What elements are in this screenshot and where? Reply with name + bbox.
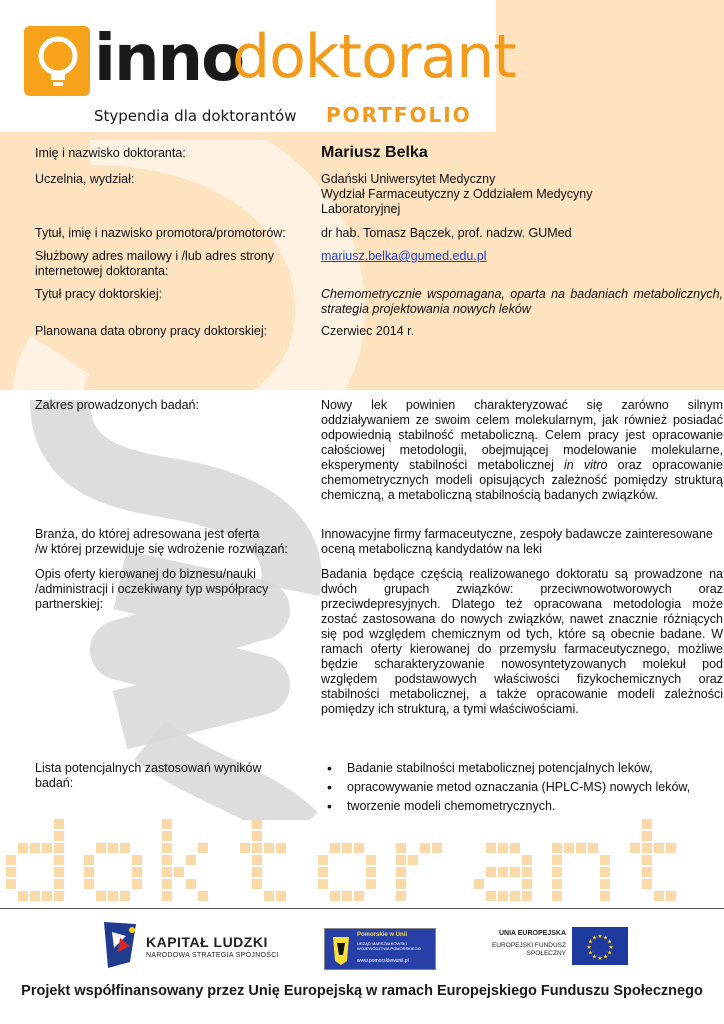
scope-text-italic: in vitro (564, 458, 608, 472)
svg-text:★: ★ (602, 954, 609, 961)
footer-divider (0, 908, 724, 909)
email-link[interactable]: mariusz.belka@gumed.edu.pl (321, 249, 487, 263)
scope-text-b: oraz opracowanie chemometrycznych modeli opisujących zależność pomiędzy strukturą chemiczną, a metaboliczną stabilnością badanych związków. (321, 458, 723, 502)
email-label: Służbowy adres mailowy i /lub adres strony internetowej doktoranta: (35, 249, 274, 278)
promoter-value: dr hab. Tomasz Bączek, prof. nadzw. GUMed (321, 226, 572, 240)
svg-text:★: ★ (591, 935, 598, 942)
applications-label: Lista potencjalnych zastosowań wyników badań: (35, 761, 262, 790)
svg-text:★: ★ (597, 934, 603, 940)
pixel-doktorant-graphic (0, 815, 724, 907)
pomorskie-title: Pomorskie w Unii (357, 932, 408, 938)
cofinancing-note: Projekt współfinansowany przez Unię Europejską w ramach Europejskiego Funduszu Społecznego (21, 983, 703, 999)
scope-text-a: Nowy lek powinien charakteryzować się zarówno silnym oddziaływaniem ze swoim celem molekularnym, jak również posiadać odpowiednią stabilność metaboliczną. Celem pracy jest opracowanie całościowej metodologii, obejmującej modelowanie molekularne, eksperymenty stabilności metabolicznej (321, 398, 723, 472)
svg-text:★: ★ (608, 945, 614, 951)
university-name: Gdański Uniwersytet Medyczny (321, 172, 496, 186)
scope-value (321, 398, 723, 503)
defense-value: Czerwiec 2014 r. (321, 324, 415, 338)
industry-value: Innowacyjne firmy farmaceutyczne, zespoły badawcze zainteresowane oceną metaboliczną kandydatów na leki (321, 527, 713, 556)
svg-text:★: ★ (587, 939, 594, 946)
industry-label-line1: Branża, do której adresowana jest oferta (35, 527, 260, 541)
promoter-label: Tytuł, imię i nazwisko promotora/promotorów: (35, 226, 286, 240)
portfolio-title: PORTFOLIO (326, 103, 472, 127)
industry-label-line2: /w której przewiduje się wdrożenie rozwiązań: (35, 542, 288, 556)
name-label: Imię i nazwisko doktoranta: (35, 146, 186, 160)
svg-text:★: ★ (602, 935, 609, 942)
industry-label (35, 527, 315, 557)
applications-value (321, 761, 723, 818)
eu-flag-icon (572, 927, 628, 965)
offer-value: Badania będące częścią realizowanego doktoratu są prowadzone na dwóch grupach związków: przeciwnowotworowych oraz przeciwdepresyjnych. Dlatego też opracowana metodologia może zostać zastosowana do nowych związków, nawet znacznie różniących się pod względem chemicznym od tych, które są obecnie badane. W ramach oferty kierowanej do przemysłu farmaceutycznego, możliwe będzie scharakteryzowanie nowosyntetyzowanych molekuł pod względem podstawowych właściwości fizykochemicznych oraz stabilności metabolicznej, a także opracowanie modeli zależności pomiędzy ich strukturą, a tymi właściwościami. (321, 567, 723, 716)
logo-icon (24, 26, 90, 96)
svg-text:★: ★ (606, 939, 613, 946)
tagline: Stypendia dla doktorantów (94, 107, 297, 125)
name-value: Mariusz Belka (321, 144, 428, 161)
university-label: Uczelnia, wydział: (35, 172, 135, 186)
svg-text:★: ★ (606, 950, 613, 957)
pomorskie-url: www.pomorskiewunii.pl (357, 958, 409, 964)
offer-label: Opis oferty kierowanej do biznesu/nauki /administracji i oczekiwany typ współpracy partnerskiej: (35, 567, 269, 611)
list-item: • tworzenie modeli chemometrycznych. (321, 799, 723, 814)
applications-list (321, 761, 723, 814)
svg-text:★: ★ (597, 956, 603, 962)
thesis-label: Tytuł pracy doktorskiej: (35, 287, 163, 301)
thesis-value: Chemometrycznie wspomagana, oparta na badaniach metabolicznych, strategia projektowania nowych leków (321, 287, 723, 316)
svg-text:★: ★ (587, 950, 594, 957)
university-value (321, 172, 611, 217)
pomorskie-office: URZĄD MARSZAŁKOWSKI WOJEWÓDZTWA POMORSKIEGO (357, 941, 421, 951)
logo-doktorant-text: doktorant (232, 22, 516, 92)
header-peach-block (496, 0, 724, 132)
eu-title: UNIA EUROPEJSKA (498, 930, 566, 937)
scope-label: Zakres prowadzonych badań: (35, 398, 199, 412)
pomorskie-logo (324, 928, 436, 970)
list-item: • Badanie stabilności metabolicznej potencjalnych leków, (321, 761, 723, 776)
svg-text:★: ★ (586, 945, 592, 951)
svg-text:★: ★ (591, 954, 598, 961)
list-item: • opracowywanie metod oznaczania (HPLC-MS) nowych leków, (321, 780, 723, 795)
defense-label: Planowana data obrony pracy doktorskiej: (35, 324, 268, 338)
pomorskie-griffin-icon (327, 929, 355, 969)
logo-inno-text: inno (94, 22, 244, 96)
eu-subtitle: EUROPEJSKI FUNDUSZ SPOŁECZNY (491, 942, 566, 957)
kapital-ludzki-title: KAPITAŁ LUDZKI (146, 934, 268, 950)
faculty-name: Wydział Farmaceutyczny z Oddziałem Medycyny Laboratoryjnej (321, 187, 593, 216)
kapital-ludzki-subtitle: NARODOWA STRATEGIA SPÓJNOŚCI (146, 952, 279, 959)
